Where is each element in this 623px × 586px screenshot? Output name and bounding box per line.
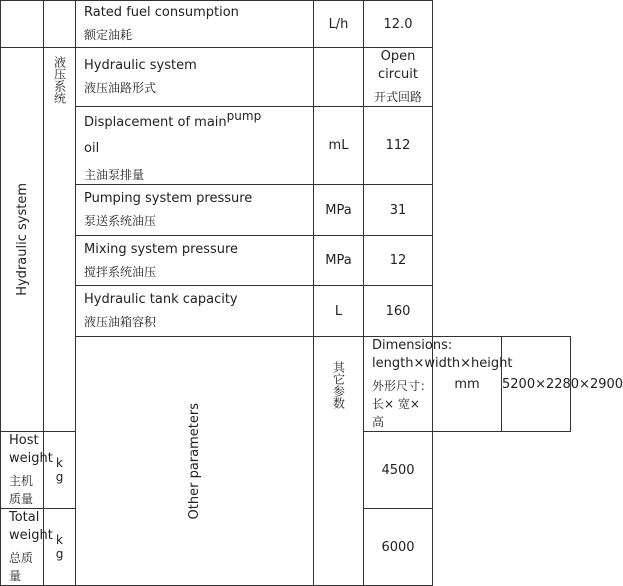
table-row: [1, 48, 571, 107]
group-cell-hydraulic: [1, 48, 44, 432]
table-row: [1, 236, 571, 286]
subgroup-cell-hydraulic: [44, 48, 76, 432]
unit-g: g: [55, 547, 64, 561]
unit-cell: [44, 509, 76, 586]
param-name-cell: [76, 236, 314, 286]
param-name-en: Total weight: [9, 510, 53, 543]
group-label-hydraulic-en: Hydraulic system: [14, 183, 30, 296]
value-cell: 12.0: [364, 1, 433, 48]
value-en: Open circuit: [378, 49, 418, 82]
unit-k: k: [56, 533, 63, 547]
unit-cell: mm: [433, 337, 502, 432]
param-name-zh: 外形尺寸：长× 宽× 高: [372, 379, 433, 429]
table-row: [1, 107, 571, 185]
param-name-zh: 搅拌系统油压: [84, 264, 157, 279]
param-name-en: Pumping system pressure: [84, 191, 253, 206]
param-name-en: Rated fuel consumption: [84, 5, 239, 20]
table-row: [1, 185, 571, 236]
unit-cell: [44, 432, 76, 509]
param-name-en: Host weight: [9, 433, 53, 466]
unit-cell: MPa: [314, 185, 364, 236]
value-zh: 开式回路: [373, 90, 422, 104]
unit-cell: L/h: [314, 1, 364, 48]
param-name-zh: 总质量: [9, 551, 34, 583]
param-name-en-part1: Displacement of main: [84, 115, 227, 130]
param-name-en-part2: pump: [226, 109, 262, 123]
param-name-en: Dimensions: length×width×height: [372, 338, 513, 371]
param-name-en-part3: oil: [84, 141, 100, 156]
table-row: [1, 1, 571, 48]
param-name-en: Hydraulic tank capacity: [84, 292, 238, 307]
param-name-cell: [76, 185, 314, 236]
param-name-en: Mixing system pressure: [84, 241, 239, 257]
value-cell: 4500: [364, 432, 433, 509]
param-name-zh: 主油泵排量: [84, 168, 145, 182]
value-cell: [364, 48, 433, 107]
unit-cell: L: [314, 286, 364, 337]
param-name-zh: 额定油耗: [84, 28, 133, 42]
param-name-zh: 液压油箱容积: [84, 315, 157, 329]
param-name-cell: [76, 48, 314, 107]
group-label-other-en: Other parameters: [187, 402, 202, 520]
param-name-cell: [76, 1, 314, 48]
group-label-other-zh: 其它参数: [331, 361, 346, 409]
param-name-zh: 泵送系统油压: [84, 214, 157, 228]
param-name-cell: [76, 286, 314, 337]
unit-cell: MPa: [314, 236, 364, 286]
group-cell-empty: [1, 1, 44, 48]
param-name-en: [84, 107, 313, 132]
unit-k: k: [56, 456, 63, 470]
param-name-cell: [1, 432, 53, 509]
subgroup-cell-other: [314, 337, 364, 586]
subgroup-cell-empty: [44, 1, 76, 48]
param-name-cell: [1, 509, 53, 586]
table-row: [1, 337, 571, 432]
unit-cell: [314, 48, 364, 107]
param-name-en: Hydraulic system: [84, 58, 197, 73]
value-cell: 5200×2280×2900: [502, 337, 571, 432]
group-label-hydraulic-zh: 液压系统: [52, 56, 67, 104]
unit-g: g: [55, 470, 64, 484]
table-row: [1, 286, 571, 337]
value-cell: 112: [364, 107, 433, 185]
group-cell-other: [76, 337, 314, 586]
value-cell: 12: [364, 236, 433, 286]
unit-cell: mL: [314, 107, 364, 185]
param-name-zh: 液压油路形式: [84, 81, 157, 95]
value-cell: 6000: [364, 509, 433, 586]
value-cell: 31: [364, 185, 433, 236]
param-name-zh: 主机质量: [9, 474, 34, 506]
param-name-cell: [76, 107, 314, 185]
value-cell: 160: [364, 286, 433, 337]
